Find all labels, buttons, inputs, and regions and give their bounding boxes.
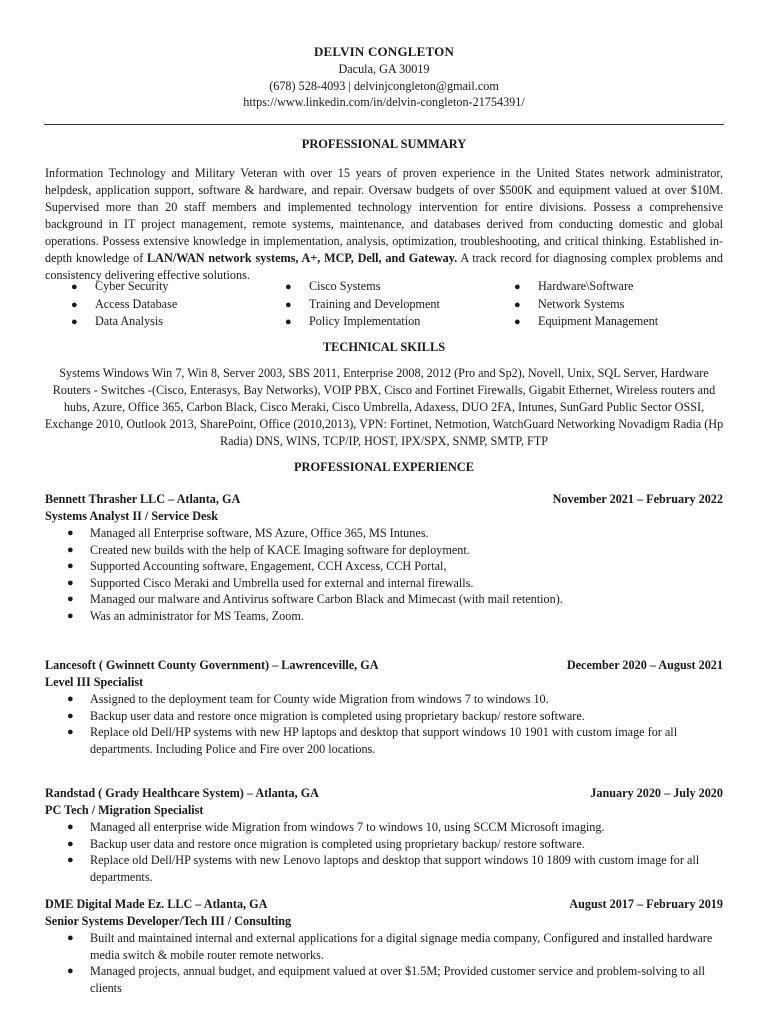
job-bullets xyxy=(45,691,723,757)
job-header xyxy=(45,785,723,802)
bullet-icon: ● xyxy=(67,543,74,556)
list-item: ● Built and maintained internal and external applications for a digital signage media company, Configured and installed hardware media switch & mobile router remote networks. xyxy=(67,931,713,962)
section-title-technical: TECHNICAL SKILLS xyxy=(322,340,446,354)
job-title: PC Tech / Migration Specialist xyxy=(45,803,204,817)
bullet-icon: ● xyxy=(67,576,74,589)
bullet-icon: ● xyxy=(67,726,74,739)
job-dates: January 2020 – July 2020 xyxy=(590,786,723,800)
list-item: ● Supported Cisco Meraki and Umbrella used for external and internal firewalls. xyxy=(67,575,474,590)
skill-item: ● Cisco Systems xyxy=(285,278,440,296)
professional-summary xyxy=(45,165,723,284)
job-title: Senior Systems Developer/Tech III / Consulting xyxy=(45,914,292,928)
resume-header xyxy=(0,43,768,111)
job-dates: December 2020 – August 2021 xyxy=(566,658,723,672)
linkedin-url: https://www.linkedin.com/in/delvin-congleton-21754391/ xyxy=(243,95,525,109)
skill-item: ● Training and Development xyxy=(285,296,440,314)
skill-item: ● Policy Implementation xyxy=(285,313,440,331)
job-bullets xyxy=(45,930,723,996)
job-header xyxy=(45,491,723,508)
technical-skills-text: Systems Windows Win 7, Win 8, Server 2003, SBS 2011, Enterprise 2008, 2012 (Pro and Sp2), Novell, Unix, SQL Server, Hardware Routers - Switches -(Cisco, Enterasys, Bay Networks), VOIP PBX, Cisco and Fortinet Firewalls, Gigabit Ethernet, Wireless routers and hubs, Azure, Office 365, Carbon Black, Cisco Meraki, Cisco Umbrella, Adaxess, DUO 2FA, Intunes, SunGard Public Sector OSSI, Exchange 2010, Outlook 2013, SharePoint, Office (2010,2013), VPN: Fortinet, Netmotion, WatchGuard Networking Novadigm Radia (Hp Radia) DNS, WINS, TCP/IP, HOST, IPX/SPX, SNMP, SMTP, FTP xyxy=(44,366,724,448)
bullet-icon: ● xyxy=(285,298,292,311)
skill-item: ● Hardware\Software xyxy=(514,278,658,296)
skill-item: ● Network Systems xyxy=(514,296,658,314)
bullet-icon: ● xyxy=(67,609,74,622)
bullet-icon: ● xyxy=(67,527,74,539)
bullet-icon: ● xyxy=(67,837,74,850)
bullet-icon: ● xyxy=(67,693,74,705)
bullet-icon: ● xyxy=(67,854,74,867)
job-company: Bennett Thrasher LLC – Atlanta, GA xyxy=(45,492,241,506)
job-dates: November 2021 – February 2022 xyxy=(552,492,723,506)
candidate-name: DELVIN CONGLETON xyxy=(313,44,455,59)
bullet-icon: ● xyxy=(67,709,74,722)
bullet-icon: ● xyxy=(514,316,521,328)
bullet-icon: ● xyxy=(67,593,74,606)
list-item: ● Created new builds with the help of KACE Imaging software for deployment. xyxy=(67,542,470,557)
job-bullets xyxy=(45,525,723,625)
bullet-icon: ● xyxy=(285,281,292,293)
summary-text: Information Technology and Military Veteran with over 15 years of proven experience in the United States network administrator, helpdesk, application support, software & hardware, and repair. Oversaw budgets of over $500K and equipment valued at over $10M. Supervised more than 20 staff members and implemented technology intervention for entire divisions. Possess a comprehensive background in IT project management, remote systems, maintenance, and databases derived from conducting domestic and global operations. Possess extensive knowledge in implementation, analysis, optimization, troubleshooting, and critical thinking. Established in-depth knowledge of xyxy=(45,166,723,265)
bullet-icon: ● xyxy=(67,560,74,573)
skill-item: ● Access Database xyxy=(71,296,177,314)
job-entry-bennett-thrasher xyxy=(45,491,723,625)
bullet-icon: ● xyxy=(67,965,74,978)
summary-bold-skills: LAN/WAN network systems, A+, MCP, Dell, and Gateway. xyxy=(147,251,458,265)
header-divider xyxy=(44,124,724,125)
skills-column-3 xyxy=(514,278,658,331)
job-title: Systems Analyst II / Service Desk xyxy=(45,509,218,523)
job-title: Level III Specialist xyxy=(45,675,144,689)
job-header xyxy=(45,657,723,674)
bullet-icon: ● xyxy=(71,316,78,328)
list-item: ● Managed all enterprise wide Migration from windows 7 to windows 10, using SCCM Microsoft imaging. xyxy=(67,820,605,834)
contact-info: (678) 528-4093 | delvinjcongleton@gmail.com xyxy=(269,78,499,93)
job-entry-randstad xyxy=(45,785,723,885)
bullet-icon: ● xyxy=(514,281,521,293)
job-entry-dme-digital xyxy=(45,896,723,996)
job-entry-lancesoft xyxy=(45,657,723,757)
summary-tail: A track record for diagnosing complex problems and consistency delivering effective solutions. xyxy=(45,251,723,282)
section-title-summary: PROFESSIONAL SUMMARY xyxy=(301,137,467,151)
list-item: ● Supported Accounting software, Engagement, CCH Axcess, CCH Portal, xyxy=(67,559,447,574)
job-company: DME Digital Made Ez. LLC – Atlanta, GA xyxy=(45,897,268,911)
skill-item: ● Data Analysis xyxy=(71,313,177,331)
job-header xyxy=(45,896,723,913)
skills-column-1 xyxy=(71,278,177,331)
list-item: ● Assigned to the deployment team for County wide Migration from windows 7 to windows 10. xyxy=(67,692,549,706)
list-item: ● Managed projects, annual budget, and equipment valued at over $1.5M; Provided customer service and problem-solving to all clients xyxy=(67,964,705,995)
list-item: ● Replace old Dell/HP systems with new Lenovo laptops and desktop that support windows 10 1809 with custom image for all departments. xyxy=(67,853,700,884)
job-dates: August 2017 – February 2019 xyxy=(569,897,723,911)
job-company: Lancesoft ( Gwinnett County Government) – Lawrenceville, GA xyxy=(45,658,379,672)
skill-item: ● Equipment Management xyxy=(514,313,658,331)
skill-item: ● Cyber Security xyxy=(71,278,177,296)
job-company: Randstad ( Grady Healthcare System) – Atlanta, GA xyxy=(45,786,319,800)
skills-column-2 xyxy=(285,278,440,331)
list-item: ● Managed our malware and Antivirus software Carbon Black and Mimecast (with mail retention). xyxy=(67,592,563,607)
bullet-icon: ● xyxy=(67,932,74,944)
bullet-icon: ● xyxy=(67,821,74,833)
bullet-icon: ● xyxy=(285,316,292,328)
section-title-experience: PROFESSIONAL EXPERIENCE xyxy=(293,460,475,474)
list-item: ● Was an administrator for MS Teams, Zoom. xyxy=(67,608,304,623)
list-item: ● Backup user data and restore once migration is completed using proprietary backup/ restore software. xyxy=(67,836,585,851)
list-item: ● Managed all Enterprise software, MS Azure, Office 365, MS Intunes. xyxy=(67,526,429,540)
bullet-icon: ● xyxy=(71,281,78,293)
list-item: ● Backup user data and restore once migration is completed using proprietary backup/ restore software. xyxy=(67,708,585,723)
bullet-icon: ● xyxy=(514,298,521,311)
list-item: ● Replace old Dell/HP systems with new HP laptops and desktop that support windows 10 1901 with custom image for all departments. Including Police and Fire over 200 locations. xyxy=(67,725,678,756)
address: Dacula, GA 30019 xyxy=(338,62,430,76)
bullet-icon: ● xyxy=(71,298,78,311)
job-bullets xyxy=(45,819,723,885)
